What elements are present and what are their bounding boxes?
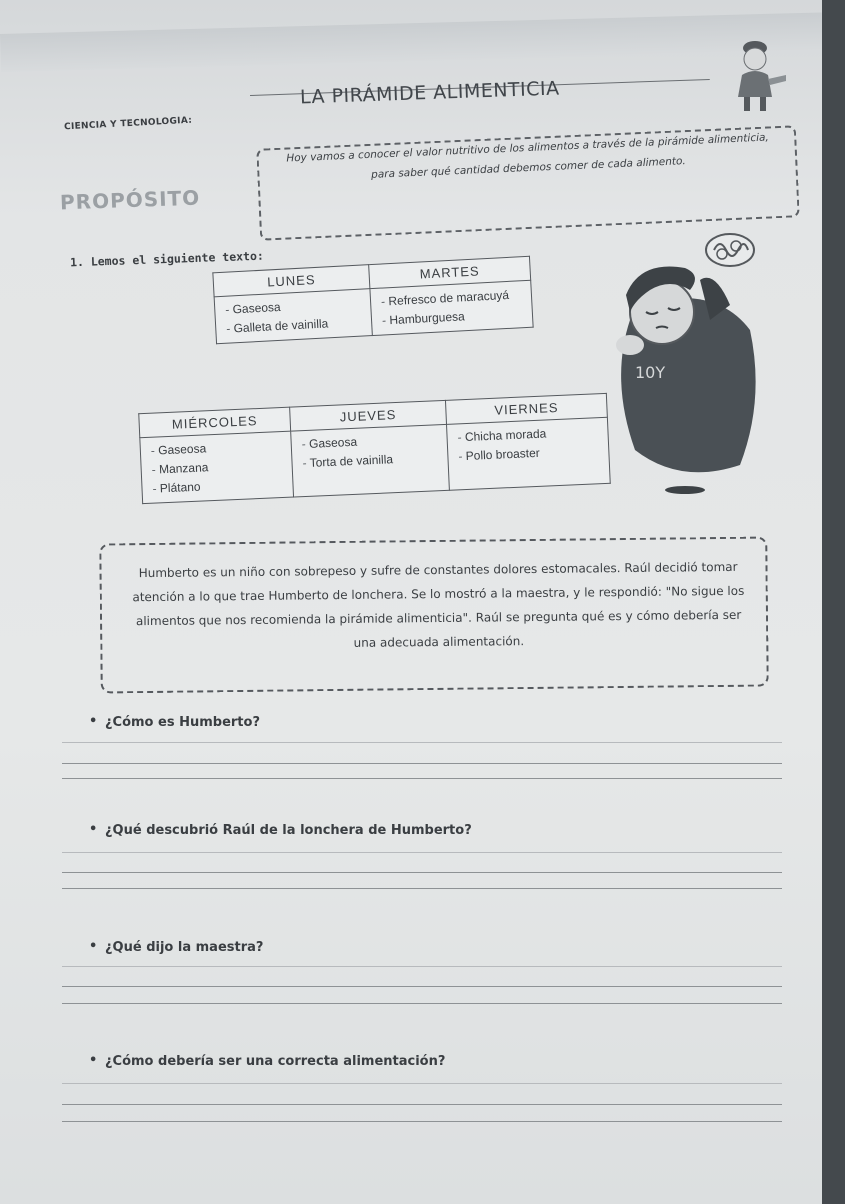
header-viernes: VIERNES [445,393,607,424]
subject-label: CIENCIA Y TECNOLOGIA: [63,115,193,133]
header-lunes: LUNES [213,265,370,297]
question-4: • ¿Cómo debería ser una correcta alimentación? [105,1054,445,1069]
list-item: - Hamburguesa [382,304,523,330]
list-item: - Pollo broaster [458,441,599,466]
answer-line[interactable] [62,1104,782,1105]
header-jueves: JUEVES [290,400,447,431]
list-item: - Plátano [152,474,283,499]
cell-lunes [214,289,372,344]
menu-table-bottom [138,393,611,504]
answer-line[interactable] [62,742,782,743]
boy-illustration [590,250,770,505]
cell-martes [370,280,533,335]
list-item: - Gaseosa [301,429,437,454]
question-2: • ¿Qué descubrió Raúl de la lonchera de Humberto? [105,823,472,838]
answer-line[interactable] [62,1083,782,1084]
list-item: - Gaseosa [225,294,361,320]
story-text: Humberto es un niño con sobrepeso y sufre de constantes dolores estomacales. Raúl decidió tomar atención a lo que trae Humberto de lonchera. Se lo mostró a la maestra, y le respondió: "No sigue los alimentos que nos recomienda la pirámide alimenticia". Raúl se pregunta qué es y cómo debería ser una adecuada alimentación. [132,559,745,650]
answer-line[interactable] [62,986,782,987]
answer-line[interactable] [62,1121,782,1122]
page-edge-shadow [822,0,845,1204]
menu-table-top [212,256,533,345]
answer-line[interactable] [62,1003,782,1004]
list-item: - Torta de vainilla [302,448,438,473]
question-1: • ¿Cómo es Humberto? [105,715,260,730]
teacher-mascot-illustration [720,35,790,120]
question-3: • ¿Qué dijo la maestra? [105,940,263,955]
purpose-text: Hoy vamos a conocer el valor nutritivo de los alimentos a través de la pirámide alimenticia, para saber qué cantidad debemos comer de cada alimento. [286,131,770,181]
answer-line[interactable] [62,872,782,873]
page-title: LA PIRÁMIDE ALIMENTICIA [299,77,560,109]
list-item: - Gaseosa [150,436,281,461]
cell-miercoles [140,431,294,504]
instruction-text: 1. Lemos el siguiente texto: [69,248,265,270]
header-miercoles: MIÉRCOLES [139,407,291,438]
answer-line[interactable] [62,763,782,764]
list-item: - Refresco de maracuyá [381,285,522,311]
list-item: - Chicha morada [457,422,598,447]
cell-viernes [447,417,611,490]
paper-fold [0,12,822,72]
header-martes: MARTES [369,256,531,288]
list-item: - Galleta de vainilla [226,313,362,339]
answer-line[interactable] [62,778,782,779]
cell-jueves [291,424,450,497]
list-item: - Manzana [151,455,282,480]
answer-line[interactable] [62,888,782,889]
answer-line[interactable] [62,966,782,967]
shirt-text: 10Y [635,363,666,382]
answer-line[interactable] [62,852,782,853]
purpose-label: PROPÓSITO [59,185,201,215]
